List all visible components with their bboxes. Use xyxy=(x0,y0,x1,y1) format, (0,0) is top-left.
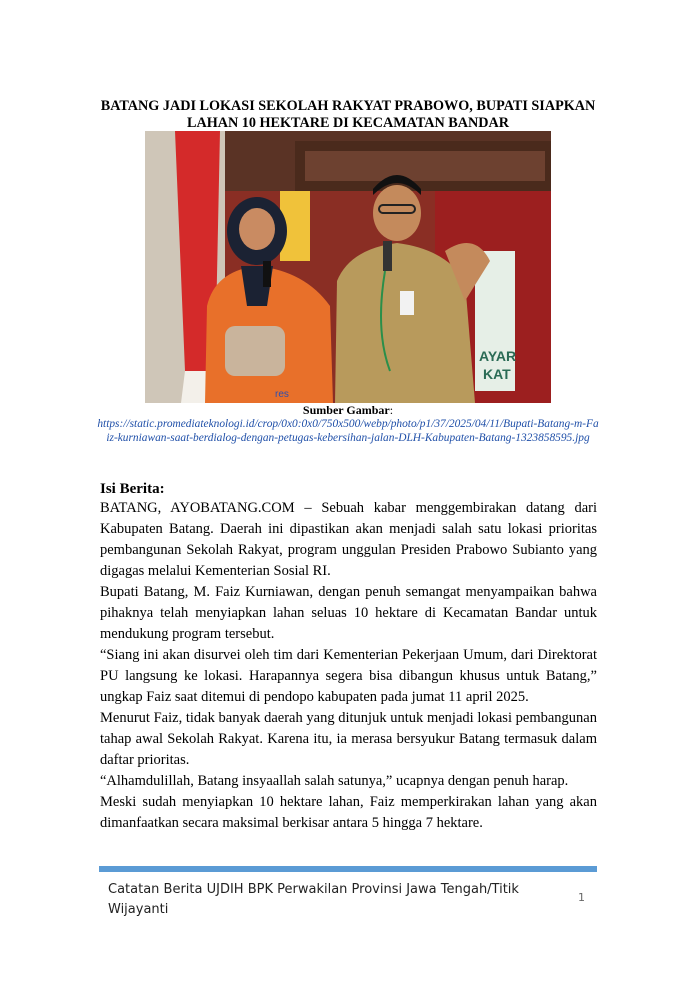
banner-text: KAT xyxy=(483,366,511,382)
section-heading: Isi Berita: xyxy=(100,481,165,497)
paragraph: Meski sudah menyiapkan 10 hektare lahan, Faiz memperkirakan lahan yang akan dimanfaatkan secara maksimal berkisar antara 5 hingga 7 hektare. xyxy=(100,794,597,831)
paragraph: Menurut Faiz, tidak banyak daerah yang ditunjuk untuk menjadi lokasi pembangunan tahap awal Sekolah Rakyat. Karena itu, ia merasa bersyukur Batang termasuk dalam daftar prioritas. xyxy=(100,710,597,768)
image-caption-label xyxy=(96,403,600,417)
footer-text: Catatan Berita UJDIH BPK Perwakilan Provinsi Jawa Tengah/Titik Wijayanti xyxy=(108,882,519,917)
banner-text: AYAR xyxy=(479,348,517,364)
news-photo-image xyxy=(145,131,551,403)
page-number: 1 xyxy=(578,891,585,904)
paragraph: Bupati Batang, M. Faiz Kurniawan, dengan penuh semangat menyampaikan bahwa pihaknya telah menyiapkan lahan seluas 10 hektare di Kecamatan Bandar untuk mendukung program tersebut. xyxy=(100,584,597,642)
caption-label-text: Sumber Gambar xyxy=(302,403,390,417)
news-photo xyxy=(145,131,551,403)
footer-divider xyxy=(99,866,597,872)
article-title: BATANG JADI LOKASI SEKOLAH RAKYAT PRABOWO, BUPATI SIAPKAN LAHAN 10 HEKTARE DI KECAMATAN BANDAR xyxy=(100,98,596,131)
paragraph: BATANG, AYOBATANG.COM – Sebuah kabar menggembirakan datang dari Kabupaten Batang. Daerah ini dipastikan akan menjadi salah satu lokasi prioritas pembangunan Sekolah Rakyat, program unggulan Presiden Prabowo Subianto yang digagas melalui Kementerian Sosial RI. xyxy=(100,500,597,579)
paragraph: “Siang ini akan disurvei oleh tim dari Kementerian Pekerjaan Umum, dari Direktorat PU langsung ke lokasi. Harapannya segera bisa dibangun khusus untuk Batang,” ungkap Faiz saat ditemui di pendopo kabupaten pada jumat 11 april 2025. xyxy=(100,647,597,705)
banner-text: res xyxy=(275,389,289,400)
caption-colon: : xyxy=(389,403,394,417)
image-source-link[interactable]: https://static.promediateknologi.id/crop/0x0:0x0/750x500/webp/photo/p1/37/2025/04/11/Bupati-Batang-m-Faiz-kurniawan-saat-berdialog-dengan-petugas-kebersihan-jalan-DLH-Kabupaten-Batang-1323858595.jpg xyxy=(97,418,599,444)
article-body xyxy=(100,498,597,834)
paragraph: “Alhamdulillah, Batang insyaallah salah satunya,” ucapnya dengan penuh harap. xyxy=(100,773,569,789)
